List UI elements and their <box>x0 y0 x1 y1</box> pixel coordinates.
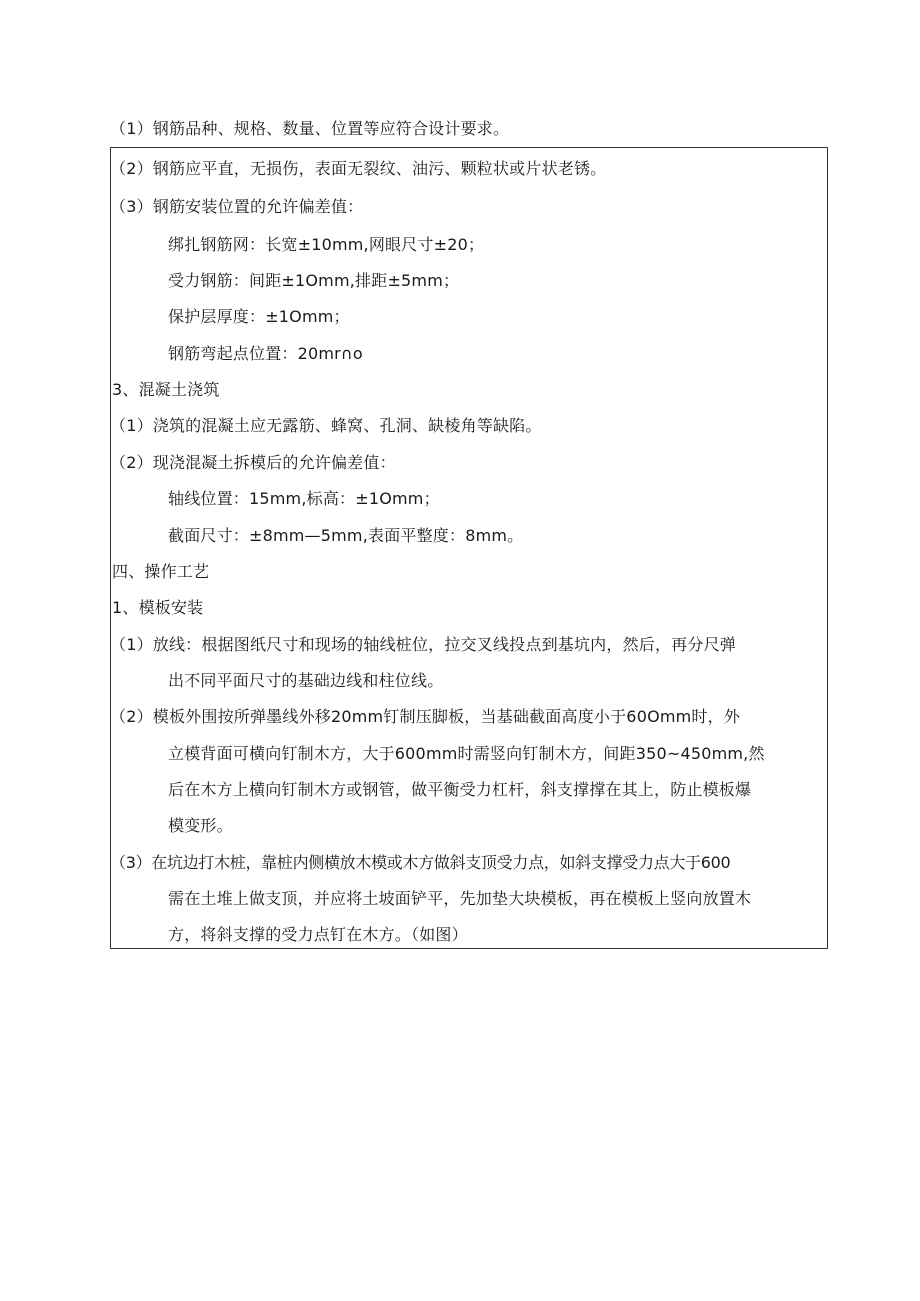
text-line-4: 绑扎钢筋网：长宽±10mm,网眼尺寸±20； <box>168 235 485 254</box>
text-line-3: （3）钢筋安装位置的允许偏差值： <box>110 197 364 216</box>
text-line-17: （2）模板外围按所弹墨线外移20mm钉制压脚板，当基础截面高度小于60Omm时，外 <box>110 707 741 726</box>
text-line-20: 模变形。 <box>168 816 233 835</box>
text-line-12: 截面尺寸：±8mm—5mm,表面平整度：8mm。 <box>168 526 524 545</box>
subsection-heading-formwork: 1、模板安装 <box>112 598 204 617</box>
text-line-18: 立模背面可横向钉制木方，大于600mm时需竖向钉制木方，间距350~450mm,然 <box>168 744 765 763</box>
text-line-1: （1）钢筋品种、规格、数量、位置等应符合设计要求。 <box>110 119 510 138</box>
text-line-19: 后在木方上横向钉制木方或钢管，做平衡受力杠杆，斜支撑撑在其上，防止模板爆 <box>168 780 752 799</box>
text-line-15: （1）放线：根据图纸尺寸和现场的轴线桩位，拉交叉线投点到基坑内，然后，再分尺弹 <box>110 635 736 654</box>
text-line-10: （2）现浇混凝土拆模后的允许偏差值： <box>110 453 396 472</box>
text-line-6: 保护层厚度：±1Omm； <box>168 307 350 326</box>
text-line-22: 需在土堆上做支顶，并应将土坡面铲平，先加垫大块模板，再在模板上竖向放置木 <box>168 889 752 908</box>
text-line-7: 钢筋弯起点位置：20mr∩o <box>168 344 363 363</box>
text-line-5: 受力钢筋：间距±1Omm,排距±5mm； <box>168 271 460 290</box>
text-line-21: （3）在坑边打木桩，靠桩内侧横放木模或木方做斜支顶受力点，如斜支撑受力点大于600 <box>110 853 731 872</box>
text-line-2: （2）钢筋应平直，无损伤，表面无裂纹、油污、颗粒状或片状老锈。 <box>110 159 607 178</box>
text-line-9: （1）浇筑的混凝土应无露筋、蜂窝、孔洞、缺棱角等缺陷。 <box>110 416 542 435</box>
text-line-16: 出不同平面尺寸的基础边线和柱位线。 <box>168 671 444 690</box>
text-line-23: 方，将斜支撑的受力点钉在木方。（如图） <box>168 925 468 944</box>
section-heading-process: 四、操作工艺 <box>112 562 210 581</box>
text-line-11: 轴线位置：15mm,标高：±1Omm； <box>168 489 440 508</box>
section-heading-concrete: 3、混凝土浇筑 <box>112 380 220 399</box>
